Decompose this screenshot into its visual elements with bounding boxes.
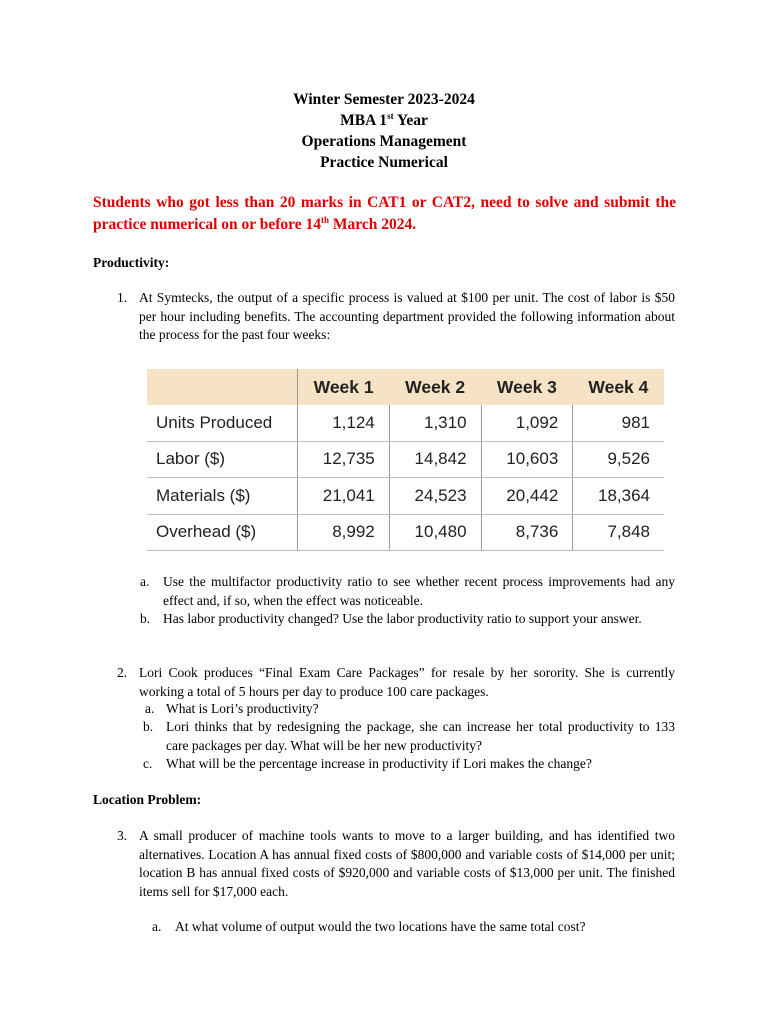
q1a-text: Use the multifactor productivity ratio to see whether recent process improvements had any effect and, if so, when the effect was noticeable. <box>163 574 675 608</box>
table-cell: 1,310 <box>389 405 481 441</box>
program-heading <box>0 110 768 131</box>
table-cell: 8,992 <box>298 514 390 551</box>
q1b-text: Has labor productivity changed? Use the labor productivity ratio to support your answer. <box>163 611 642 626</box>
row-label: Labor ($) <box>147 441 298 478</box>
table-cell: 18,364 <box>573 478 664 515</box>
table-header-cell: Week 3 <box>481 369 573 405</box>
q1-number: 1. <box>117 290 128 305</box>
q3-number: 3. <box>117 828 128 843</box>
q2a-label: a. <box>145 701 155 716</box>
q2c-text: What will be the percentage increase in productivity if Lori makes the change? <box>166 756 592 771</box>
table-row <box>147 514 664 551</box>
table-cell: 1,124 <box>298 405 390 441</box>
table-row <box>147 478 664 515</box>
table-cell: 21,041 <box>298 478 390 515</box>
table-cell: 20,442 <box>481 478 573 515</box>
notice-date: March 2024. <box>329 216 417 233</box>
table-header-cell <box>147 369 298 405</box>
notice-sup: th <box>321 214 330 225</box>
q3a-text: At what volume of output would the two locations have the same total cost? <box>175 919 586 934</box>
q3-text: A small producer of machine tools wants to move to a larger building, and has identified two alternatives. Location A has annual fixed costs of $800,000 and variable costs of $14,000 per unit; location B has annual fixed costs of $920,000 and variable costs of $13,000 per unit. The finished items sell for $17,000 each. <box>139 828 675 899</box>
q2b-text: Lori thinks that by redesigning the package, she can increase her total productivity to 133 care packages per day. What will be her new productivity? <box>166 719 675 753</box>
semester-heading: Winter Semester 2023-2024 <box>293 91 475 108</box>
table-row <box>147 405 664 441</box>
program-heading-text: MBA 1 <box>340 112 388 129</box>
table-cell: 8,736 <box>481 514 573 551</box>
table-header-row <box>147 369 664 405</box>
table-header-cell: Week 1 <box>298 369 390 405</box>
submission-notice <box>93 192 676 236</box>
table-cell: 24,523 <box>389 478 481 515</box>
section-location: Location Problem: <box>93 792 202 807</box>
notice-text: Students who got less than 20 marks in CAT1 or CAT2, need to solve and submit the practice numerical on or before 14 <box>93 194 676 233</box>
q1b-label: b. <box>140 611 151 626</box>
q2-number: 2. <box>117 665 128 680</box>
row-label: Materials ($) <box>147 478 298 515</box>
table-cell: 10,480 <box>389 514 481 551</box>
q2c-label: c. <box>143 756 153 771</box>
table-header-cell: Week 2 <box>389 369 481 405</box>
table-cell: 14,842 <box>389 441 481 478</box>
row-label: Units Produced <box>147 405 298 441</box>
row-label: Overhead ($) <box>147 514 298 551</box>
q2a-text: What is Lori’s productivity? <box>166 701 319 716</box>
program-heading-rest: Year <box>393 112 428 129</box>
table-cell: 7,848 <box>573 514 664 551</box>
table-row <box>147 441 664 478</box>
table-header-cell: Week 4 <box>573 369 664 405</box>
table-cell: 9,526 <box>573 441 664 478</box>
q2b-label: b. <box>143 719 154 734</box>
section-productivity: Productivity: <box>93 255 170 270</box>
q3a-label: a. <box>152 919 162 934</box>
q1a-label: a. <box>140 574 150 589</box>
table-cell: 981 <box>573 405 664 441</box>
course-heading: Operations Management <box>301 133 467 150</box>
q1-text: At Symtecks, the output of a specific process is valued at $100 per unit. The cost of labor is $50 per hour including benefits. The accounting department provided the following information about the process for the past four weeks: <box>139 290 675 342</box>
weekly-data-table <box>147 369 664 551</box>
document-title: Practice Numerical <box>320 154 448 171</box>
q2-text: Lori Cook produces “Final Exam Care Packages” for resale by her sorority. She is currently working a total of 5 hours per day to produce 100 care packages. <box>139 665 675 699</box>
table-cell: 1,092 <box>481 405 573 441</box>
table-cell: 10,603 <box>481 441 573 478</box>
table-cell: 12,735 <box>298 441 390 478</box>
program-heading-sup: st <box>387 110 394 121</box>
